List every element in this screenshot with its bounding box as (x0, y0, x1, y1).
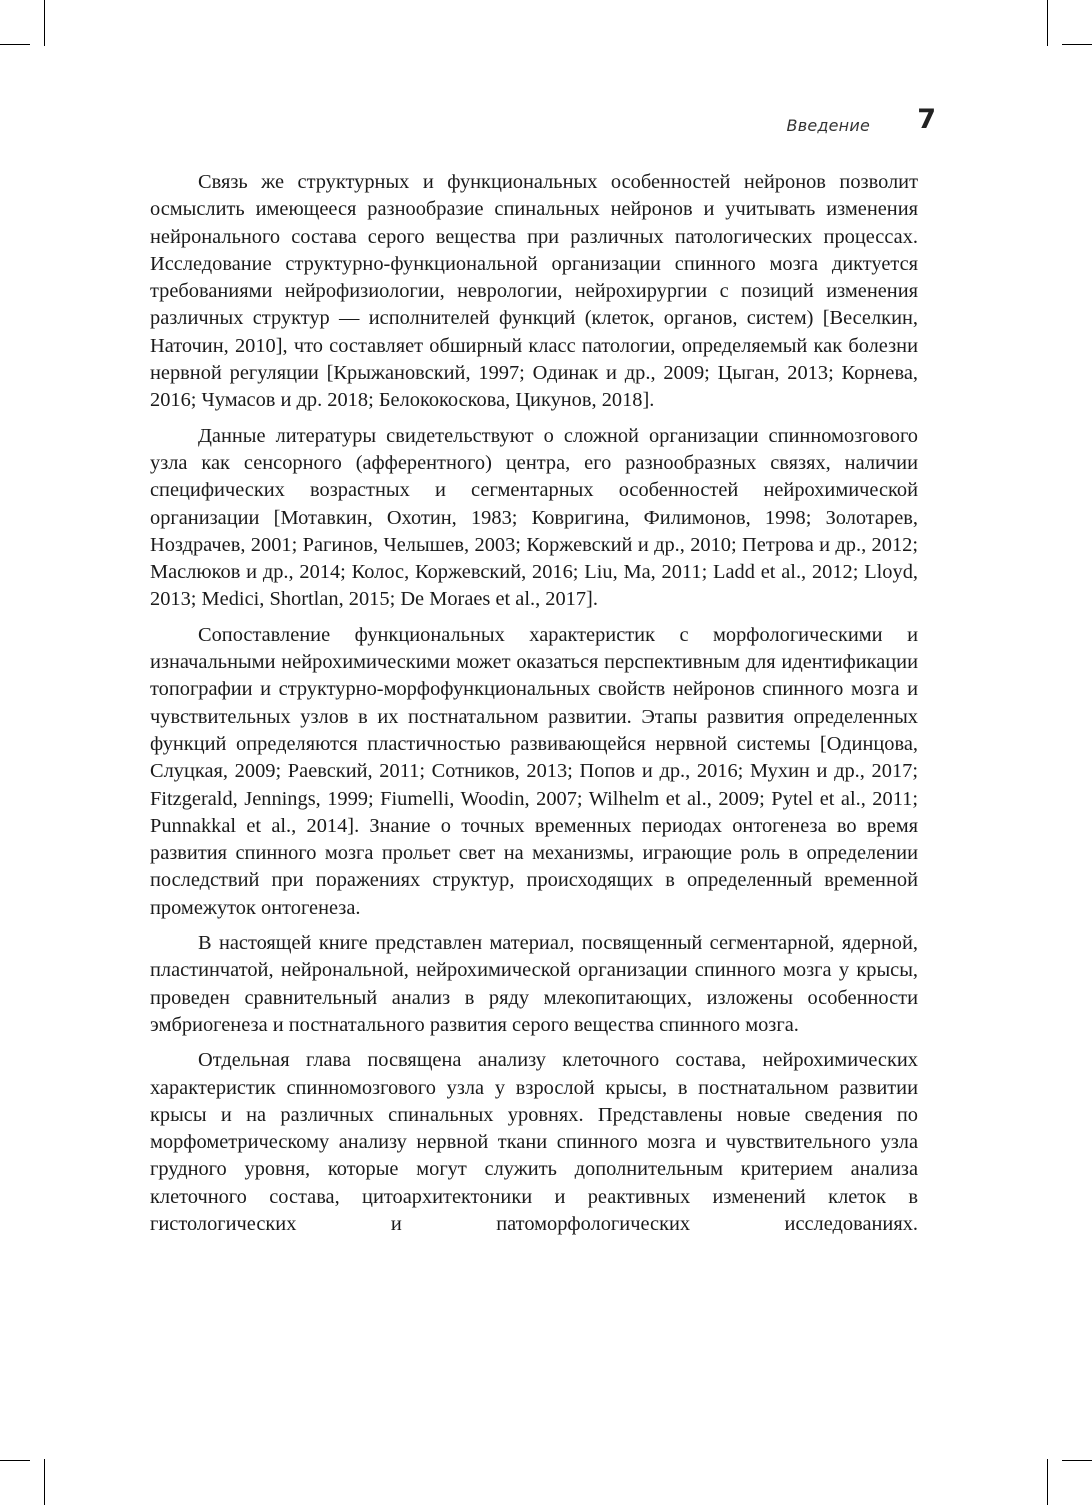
crop-mark-top-right-vertical (1047, 0, 1048, 46)
crop-mark-bottom-right-horizontal (1062, 1460, 1092, 1461)
crop-mark-top-right-horizontal (1062, 44, 1092, 45)
paragraph-2: Данные литературы свидетельствуют о сложной организации спинномозгового узла как сенсорного (афферентного) центра, его разнообразных связях, наличии специфических возрастных и сегментарных особенностей нейрохимической организации [Мотавкин, Охотин, 1983; Ковригина, Филимонов, 1998; Золотарев, Ноздрачев, 2001; Рагинов, Челышев, 2003; Коржевский и др., 2010; Петрова и др., 2012; Маслюков и др., 2014; Колос, Коржевский, 2016; Liu, Ma, 2011; Ladd et al., 2012; Lloyd, 2013; Medici, Shortlan, 2015; De Moraes et al., 2017]. (150, 424, 918, 611)
crop-mark-top-left-horizontal (0, 44, 30, 45)
paragraph-1: Связь же структурных и функциональных особенностей нейронов позволит осмыслить имеющееся разнообразие спинальных нейронов и учитывать изменения нейронального состава серого вещества при различных патологических процессах. Исследование структурно-функциональной организации спинного мозга диктуется требованиями нейрофизиологии, неврологии, нейрохирургии с позиций изменения различных структур — исполнителей функций (клеток, органов, систем) [Веселкин, Наточин, 2010], что составляет обширный класс патологии, определяемый как болезни нервной регуляции [Крыжановский, 1997; Одинак и др., 2009; Цыган, 2013; Корнева, 2016; Чумасов и др. 2018; Белококоскова, Цикунов, 2018]. (150, 171, 918, 412)
paragraph-5: Отдельная глава посвящена анализу клеточного состава, нейрохимических характеристик спинномозгового узла у взрослой крысы, в постнатальном развитии крысы и на различных спинальных уровнях. Представлены новые сведения по морфометрическому анализу нервной ткани спинного мозга и чувствительного узла грудного уровня, которые могут служить дополнительным критерием анализа клеточного состава, цитоархитектоники и реактивных изменений клеток в гистологических и патоморфологических исследованиях. (150, 1049, 918, 1235)
crop-mark-top-left-vertical (44, 0, 45, 46)
running-head (150, 106, 936, 146)
crop-mark-bottom-left-horizontal (0, 1460, 30, 1461)
section-title: Введение (786, 116, 870, 135)
crop-mark-bottom-left-vertical (44, 1459, 45, 1505)
paragraph-4: В настоящей книге представлен материал, посвященный сегментарной, ядерной, пластинчатой, нейрональной, нейрохимической организации спинного мозга у крысы, проведен сравнительный анализ в ряду млекопитающих, изложены особенности эмбриогенеза и постнатального развития серого вещества спинного мозга. (150, 932, 918, 1036)
crop-mark-bottom-right-vertical (1047, 1459, 1048, 1505)
page-number: 7 (917, 104, 936, 135)
paragraph-3: Сопоставление функциональных характеристик с морфологическими и изначальными нейрохимическими может оказаться перспективным для идентификации топографии и структурно-морфофункциональных свойств нейронов спинного мозга и чувствительных узлов в их постнатальном развитии. Этапы развития определенных функций определяются пластичностью развивающейся нервной системы [Одинцова, Слуцкая, 2009; Раевский, 2011; Сотников, 2013; Попов и др., 2016; Мухин и др., 2017; Fitzgerald, Jennings, 1999; Fiumelli, Woodin, 2007; Wilhelm et al., 2009; Pytel et al., 2011; Punnakkal et al., 2014]. Знание о точных временных периодах онтогенеза во время развития спинного мозга прольет свет на механизмы, играющие роль в определении последствий при поражениях структур, происходящих в определенный временной промежуток онтогенеза. (150, 623, 918, 919)
body-text (150, 169, 918, 1246)
